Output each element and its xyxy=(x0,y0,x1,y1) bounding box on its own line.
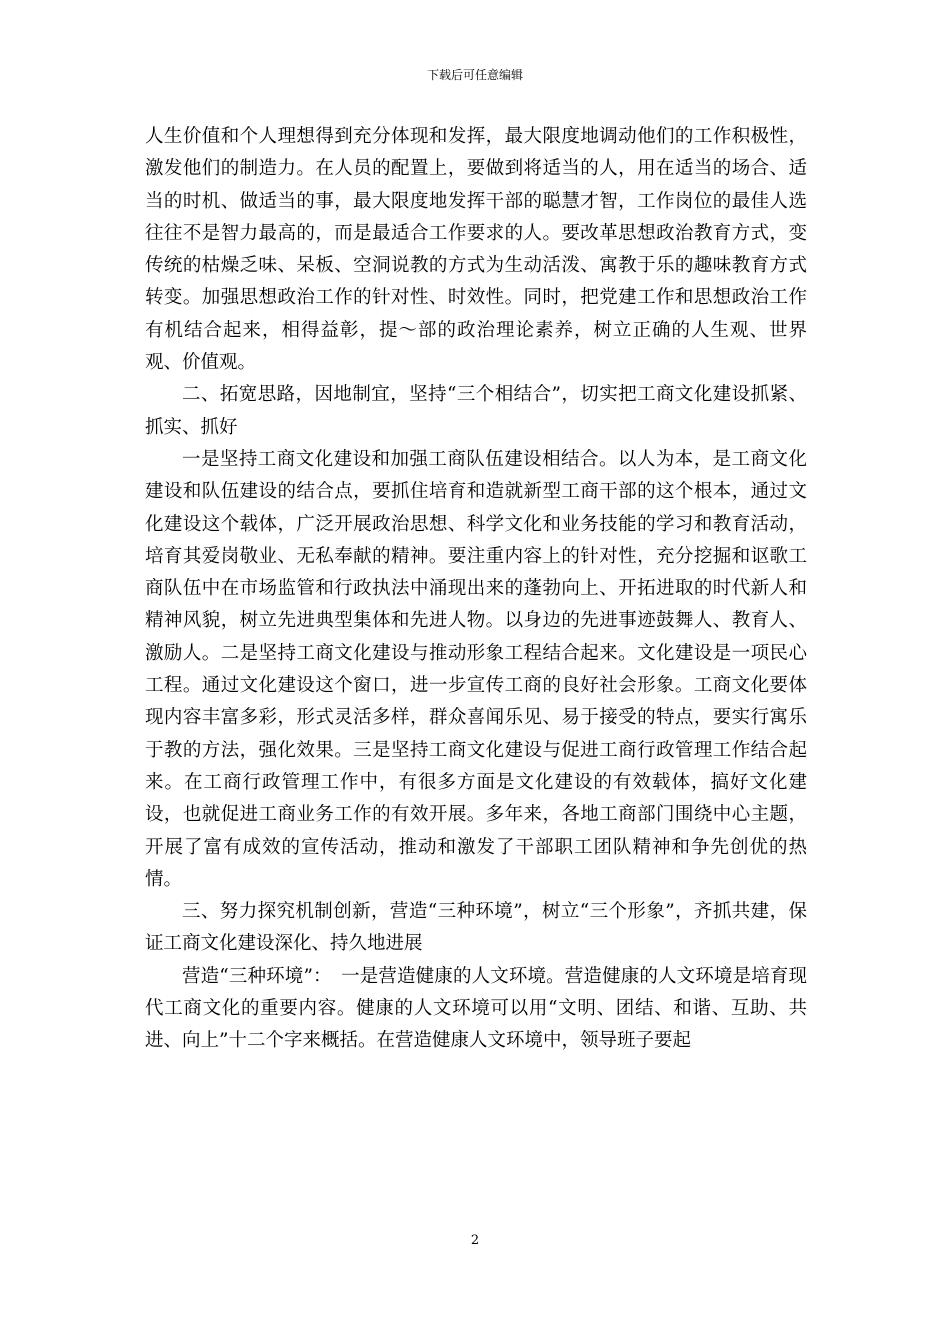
section-heading-3: 三、努力探究机制创新，营造“三种环境”，树立“三个形象”，齐抓共建，保证工商文化建设深化、持久地进展 xyxy=(145,901,807,955)
paragraph: 营造“三种环境”： 一是营造健康的人文环境。营造健康的人文环境是培育现代工商文化的重要内容。健康的人文环境可以用“文明、团结、和谐、互助、共进、向上”十二个字来概括。在营造健康人文环境中，领导班子要起 xyxy=(145,965,807,1052)
page-number: 2 xyxy=(470,1233,480,1248)
document-body xyxy=(145,121,807,1058)
paragraph: 一是坚持工商文化建设和加强工商队伍建设相结合。以人为本，是工商文化建设和队伍建设的结合点，要抓住培育和造就新型工商干部的这个根本，通过文化建设这个载体，广泛开展政治思想、科学文化和业务技能的学习和教育活动，培育其爱岗敬业、无私奉献的精神。要注重内容上的针对性，充分挖掘和讴歌工商队伍中在市场监管和行政执法中涌现出来的蓬勃向上、开拓进取的时代新人和精神风貌，树立先进典型集体和先进人物。以身边的先进事迹鼓舞人、教育人、激励人。二是坚持工商文化建设与推动形象工程结合起来。文化建设是一项民心工程。通过文化建设这个窗口，进一步宣传工商的良好社会形象。工商文化要体现内容丰富多彩，形式灵活多样，群众喜闻乐见、易于接受的特点，要实行寓乐于教的方法，强化效果。三是坚持工商文化建设与促进工商行政管理工作结合起来。在工商行政管理工作中，有很多方面是文化建设的有效载体，搞好文化建设，也就促进工商业务工作的有效开展。多年来，各地工商部门围绕中心主题，开展了富有成效的宣传活动，推动和激发了干部职工团队精神和争先创优的热情。 xyxy=(145,448,807,890)
page-header: 下载后可任意编辑 xyxy=(426,68,523,82)
paragraph-continuation: 人生价值和个人理想得到充分体现和发挥，最大限度地调动他们的工作积极性，激发他们的制造力。在人员的配置上，要做到将适当的人，用在适当的场合、适当的时机、做适当的事，最大限度地发挥干部的聪慧才智，工作岗位的最佳人选往往不是智力最高的，而是最适合工作要求的人。要改革思想政治教育方式，变传统的枯燥乏味、呆板、空洞说教的方式为生动活泼、寓教于乐的趣味教育方式转变。加强思想政治工作的针对性、时效性。同时，把党建工作和思想政治工作有机结合起来，相得益彰，提～部的政治理论素养，树立正确的人生观、世界观、价值观。 xyxy=(145,126,807,374)
section-heading-2: 二、拓宽思路，因地制宜，坚持“三个相结合”，切实把工商文化建设抓紧、抓实、抓好 xyxy=(145,384,807,438)
